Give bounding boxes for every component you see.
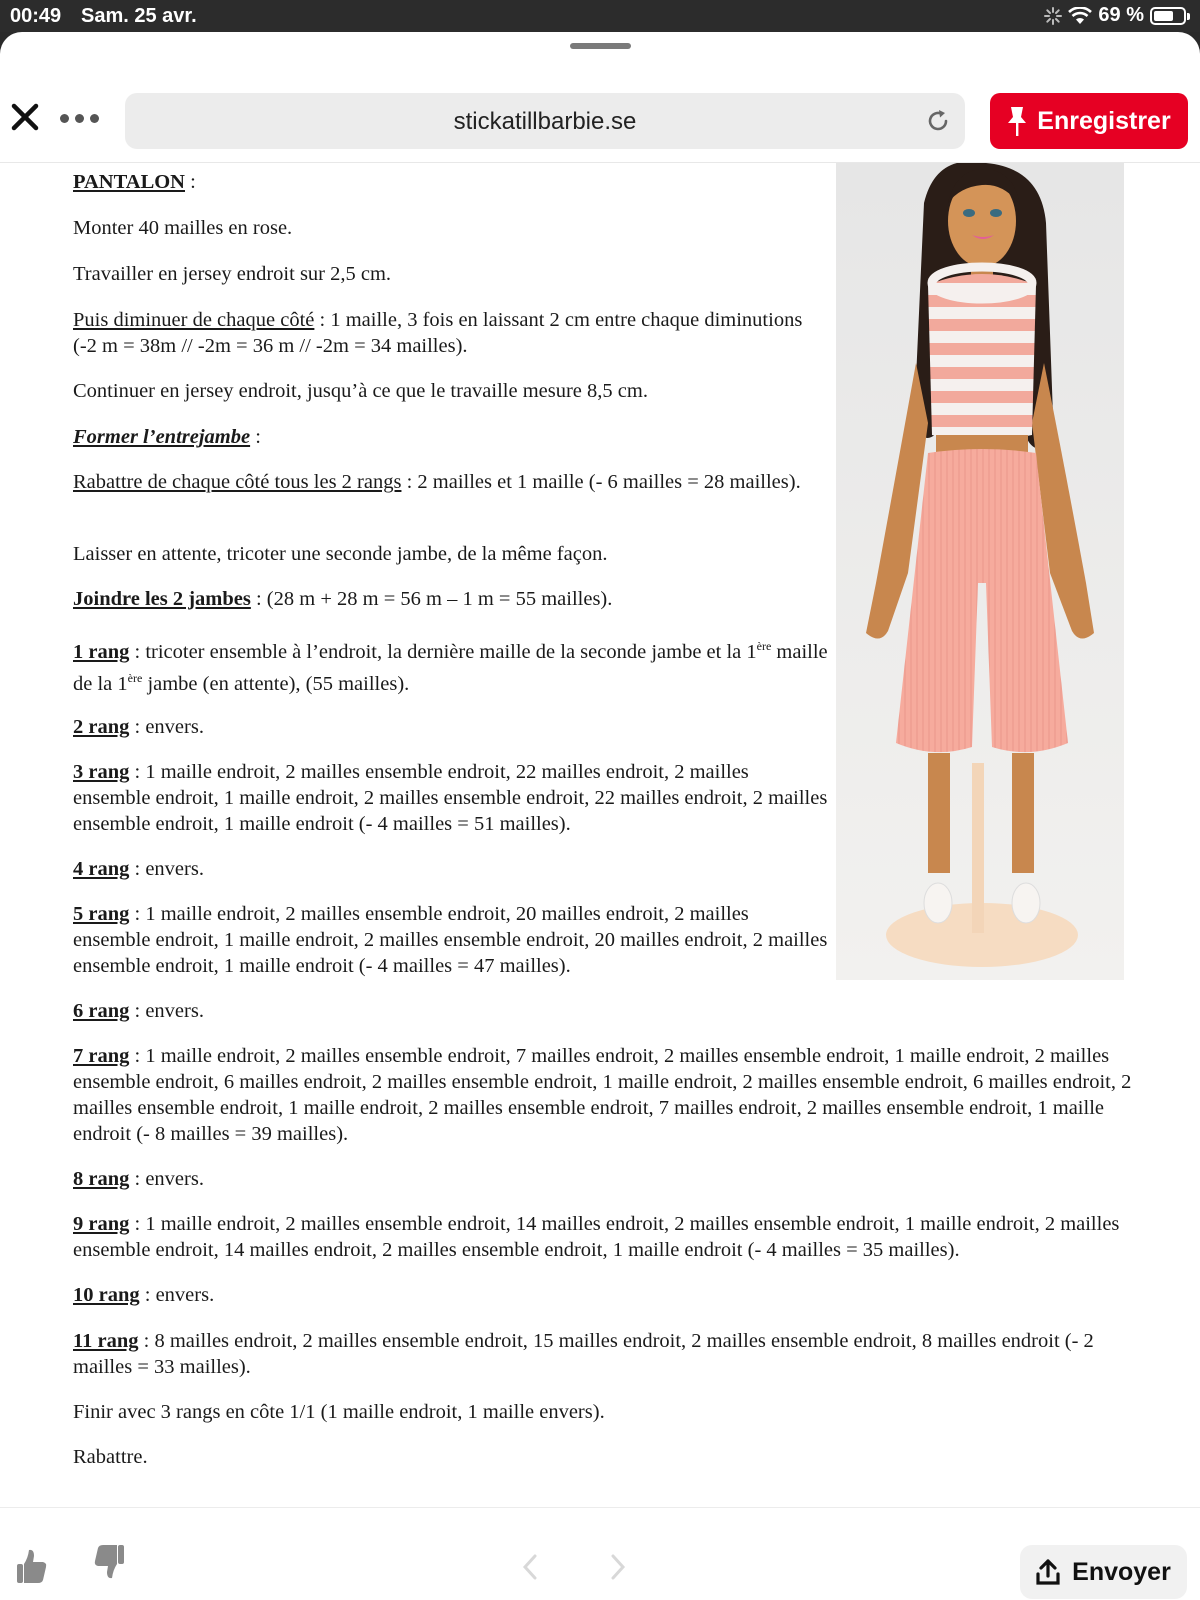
status-bar	[0, 0, 1200, 32]
wifi-icon	[1068, 7, 1092, 25]
forward-arrow-icon[interactable]	[608, 1554, 628, 1580]
sheet-grabber[interactable]	[570, 43, 631, 49]
paragraph-bind-off: Rabattre.	[73, 1446, 148, 1468]
row-8-label: 8 rang	[73, 1168, 130, 1190]
row-9-text: : 1 maille endroit, 2 mailles ensemble endroit, 14 mailles endroit, 2 mailles ensemble endroit, 1 maille endroit, 2 mailles ensemble endroit, 14 mailles endroit, 2 mailles ensemble endroit, 1 maille endroit (- 4 mailles = 35 mailles).	[73, 1213, 1120, 1261]
join-label: Joindre les 2 jambes	[73, 588, 251, 610]
row-7-label: 7 rang	[73, 1045, 130, 1067]
paragraph-cast-on: Monter 40 mailles en rose.	[73, 217, 293, 239]
row-10-text: : envers.	[139, 1284, 215, 1306]
row-7-text: : 1 maille endroit, 2 mailles ensemble endroit, 7 mailles endroit, 2 mailles ensemble endroit, 1 maille endroit, 2 mailles ensemble endroit, 6 mailles endroit, 2 mailles ensemble endroit, 1 maille endroit, 2 mailles ensemble endroit, 6 mailles endroit, 2 mailles ensemble endroit, 1 maille endroit, 2 mailles ensemble endroit, 7 mailles endroit, 2 mailles ensemble endroit, 1 maille endroit (- 8 mailles = 39 mailles).	[73, 1045, 1132, 1145]
title-text: PANTALON	[73, 171, 185, 193]
decrease-label: Puis diminuer de chaque côté	[73, 309, 315, 331]
paragraph-row-10	[73, 1282, 1138, 1308]
paragraph-row-7	[73, 1043, 1138, 1147]
row-6-text: : envers.	[129, 1000, 204, 1022]
paragraph-continue: Continuer en jersey endroit, jusqu’à ce que le travaille mesure 8,5 cm.	[73, 380, 648, 402]
section-title: PANTALON :	[73, 171, 196, 193]
paragraph-row-1	[73, 636, 829, 700]
join-text: : (28 m + 28 m = 56 m – 1 m = 55 mailles).	[250, 588, 613, 610]
paragraph-crotch-heading: Former l’entrejambe :	[73, 426, 261, 448]
doll-photo[interactable]	[836, 163, 1124, 980]
row-1-sup-a: ère	[756, 639, 772, 654]
row-10-label: 10 rang	[73, 1284, 140, 1306]
thumbs-up-icon[interactable]	[16, 1548, 48, 1584]
browser-sheet	[0, 32, 1200, 1600]
bind-off-label: Rabattre de chaque côté tous les 2 rangs	[73, 471, 402, 493]
thumbs-down-icon[interactable]	[93, 1544, 125, 1580]
row-5-text: : 1 maille endroit, 2 mailles ensemble endroit, 20 mailles endroit, 2 mailles ensemble endroit, 1 maille endroit, 2 mailles ensemble endroit, 20 mailles endroit, 2 mailles ensemble endroit, 1 maille endroit (- 4 mailles = 47 mailles).	[73, 903, 828, 977]
paragraph-row-5	[73, 901, 829, 979]
paragraph-finish: Finir avec 3 rangs en côte 1/1 (1 maille endroit, 1 maille envers).	[73, 1401, 605, 1423]
row-5-label: 5 rang	[73, 903, 130, 925]
paragraph-second-leg: Laisser en attente, tricoter une seconde jambe, de la même façon.	[73, 543, 608, 565]
row-1-text-c: jambe (en attente), (55 mailles).	[142, 673, 410, 695]
paragraph-row-11	[73, 1328, 1138, 1380]
row-4-label: 4 rang	[73, 858, 130, 880]
row-9-label: 9 rang	[73, 1213, 130, 1235]
row-8-text: : envers.	[129, 1168, 204, 1190]
paragraph-row-6	[73, 998, 1138, 1024]
row-1-label: 1 rang	[73, 641, 130, 663]
save-button[interactable]	[990, 93, 1188, 149]
row-11-label: 11 rang	[73, 1330, 139, 1352]
row-3-label: 3 rang	[73, 761, 130, 783]
paragraph-jersey: Travailler en jersey endroit sur 2,5 cm.	[73, 263, 392, 285]
article-content	[0, 162, 1200, 1507]
status-date: Sam. 25 avr.	[81, 5, 197, 27]
share-icon	[1036, 1559, 1060, 1585]
crotch-label: Former l’entrejambe	[73, 426, 251, 448]
paragraph-row-9	[73, 1211, 1138, 1263]
more-options-icon[interactable]	[60, 110, 102, 126]
paragraph-row-3	[73, 759, 829, 837]
url-bar[interactable]	[125, 93, 965, 149]
battery-icon	[1150, 7, 1186, 25]
battery-percent: 69 %	[1098, 4, 1144, 26]
paragraph-row-4	[73, 856, 829, 882]
activity-spinner-icon	[1044, 7, 1062, 25]
pin-icon	[1007, 105, 1027, 137]
decrease-text: : 1 maille, 3 fois en laissant 2 cm entre chaque diminutions (-2 m = 38m // -2m = 36 m // -2m = 34 mailles).	[73, 309, 803, 357]
row-2-text: : envers.	[129, 716, 204, 738]
row-1-sup-b: ère	[127, 671, 143, 686]
row-3-text: : 1 maille endroit, 2 mailles ensemble endroit, 22 mailles endroit, 2 mailles ensemble endroit, 1 maille endroit, 2 mailles ensemble endroit, 22 mailles endroit, 2 mailles ensemble endroit, 1 maille endroit (- 4 mailles = 51 mailles).	[73, 761, 828, 835]
close-icon[interactable]	[10, 102, 40, 132]
back-arrow-icon[interactable]	[520, 1554, 540, 1580]
row-11-text: : 8 mailles endroit, 2 mailles ensemble endroit, 15 mailles endroit, 2 mailles ensemble endroit, 8 mailles endroit (- 2 mailles = 33 mailles).	[73, 1330, 1094, 1378]
url-text: stickatillbarbie.se	[453, 108, 637, 135]
paragraph-join-legs	[73, 586, 829, 612]
status-time: 00:49	[10, 5, 62, 27]
row-2-label: 2 rang	[73, 716, 130, 738]
paragraph-bind-off-sides	[73, 469, 829, 495]
share-button[interactable]	[1020, 1545, 1187, 1599]
reload-icon[interactable]	[925, 108, 951, 134]
paragraph-decrease	[73, 307, 829, 359]
save-button-label: Enregistrer	[1037, 106, 1171, 135]
row-1-text-b: maille de la 1	[73, 641, 828, 695]
paragraph-row-2	[73, 714, 829, 740]
browser-toolbar	[0, 62, 1200, 163]
share-button-label: Envoyer	[1072, 1557, 1171, 1586]
bottom-bar	[0, 1507, 1200, 1600]
status-right	[1044, 4, 1186, 27]
battery-fill	[1154, 11, 1173, 21]
row-4-text: : envers.	[129, 858, 204, 880]
row-1-text-a: : tricoter ensemble à l’endroit, la dernière maille de la seconde jambe et la 1	[129, 641, 757, 663]
row-6-label: 6 rang	[73, 1000, 130, 1022]
bind-off-text: : 2 mailles et 1 maille (- 6 mailles = 28 mailles).	[401, 471, 801, 493]
paragraph-row-8	[73, 1166, 1138, 1192]
